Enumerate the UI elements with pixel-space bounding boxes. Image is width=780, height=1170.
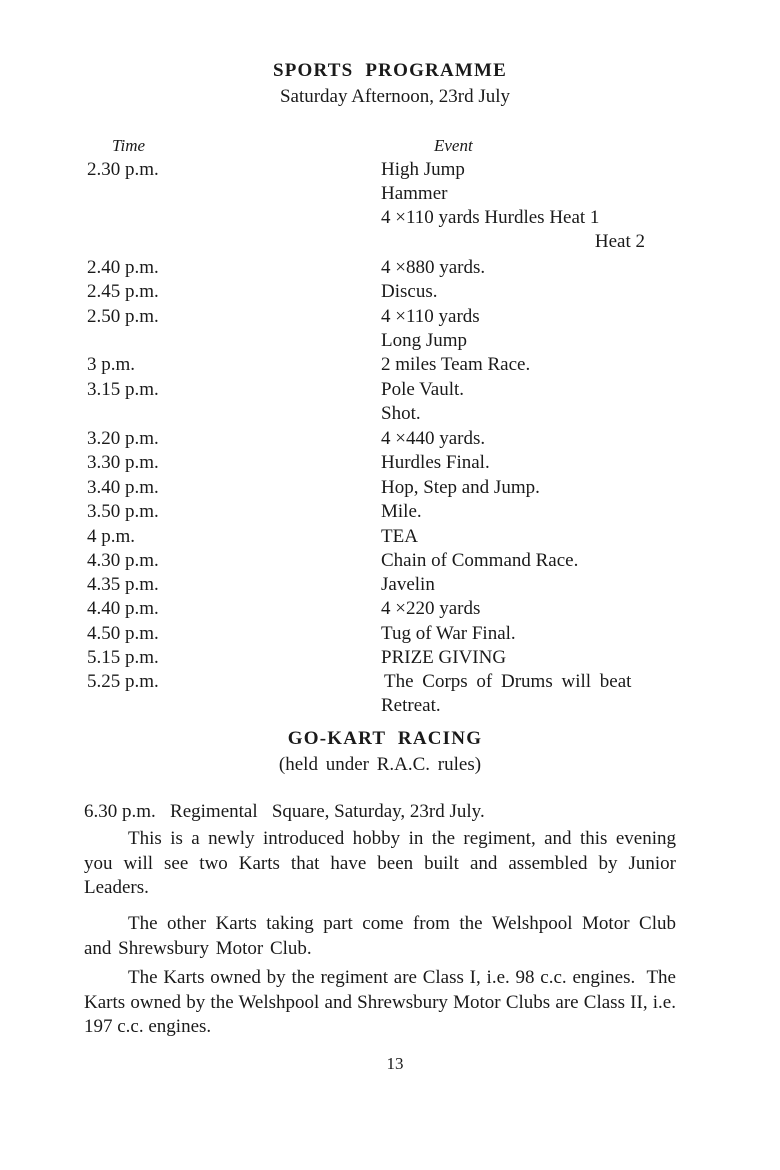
schedule-time: 4.35 p.m.	[87, 574, 159, 595]
schedule-time: 3.30 p.m.	[87, 452, 159, 473]
schedule-time: 2.50 p.m.	[87, 306, 159, 327]
schedule-time: 5.15 p.m.	[87, 647, 159, 668]
paragraph-3-text: The Karts owned by the regiment are Class I, i.e. 98 c.c. engines. The Karts owned by the Welshpool and Shrewsbury Motor Clubs are Class II, i.e. 197 c.c. engines.	[84, 967, 681, 1037]
schedule-time: 4.30 p.m.	[87, 550, 159, 571]
gokart-paragraph-3	[84, 966, 681, 1040]
schedule-event: 4 ×110 yards	[381, 306, 480, 327]
schedule-time: 3 p.m.	[87, 354, 136, 375]
gokart-subtitle: (held under R.A.C. rules)	[278, 754, 482, 775]
schedule-event: Retreat.	[381, 695, 441, 716]
schedule-event: Hammer	[381, 183, 448, 204]
schedule-event: Tug of War Final.	[381, 623, 516, 644]
schedule-event: The Corps of Drums will beat	[384, 671, 632, 692]
schedule-time: 3.20 p.m.	[87, 428, 159, 449]
page-number: 13	[386, 1054, 404, 1073]
schedule-time: 3.15 p.m.	[87, 379, 159, 400]
schedule-time: 3.40 p.m.	[87, 477, 159, 498]
gokart-time-location: 6.30 p.m. Regimental Square, Saturday, 23rd July.	[84, 801, 485, 822]
gokart-paragraph-1	[84, 827, 676, 901]
gokart-title: GO-KART RACING	[287, 728, 483, 749]
schedule-event: Hurdles Final.	[381, 452, 490, 473]
schedule-event: Pole Vault.	[381, 379, 465, 400]
time-column-header: Time	[112, 136, 146, 155]
paragraph-2-text: The other Karts taking part come from the Welshpool Motor Club and Shrewsbury Motor Club.	[84, 913, 676, 959]
schedule-event: Discus.	[381, 281, 438, 302]
schedule-event: PRIZE GIVING	[381, 647, 507, 668]
schedule-event: Heat 2	[594, 231, 645, 252]
schedule-event: Long Jump	[381, 330, 468, 351]
schedule-event: TEA	[381, 526, 418, 547]
schedule-event: Shot.	[381, 403, 421, 424]
schedule-time: 4.50 p.m.	[87, 623, 159, 644]
schedule-time: 2.30 p.m.	[87, 159, 159, 180]
schedule-event: 4 ×880 yards.	[381, 257, 486, 278]
paragraph-1-text: This is a newly introduced hobby in the regiment, and this evening you will see two Karts that have been built and assembled by Junior Leaders.	[84, 828, 676, 898]
schedule-time: 4 p.m.	[87, 526, 136, 547]
sports-subtitle: Saturday Afternoon, 23rd July	[279, 86, 511, 107]
schedule-time: 2.45 p.m.	[87, 281, 159, 302]
schedule-time: 4.40 p.m.	[87, 598, 159, 619]
schedule-event: 4 ×220 yards	[381, 598, 481, 619]
schedule-event: 4 ×440 yards.	[381, 428, 486, 449]
gokart-paragraph-2	[84, 912, 676, 961]
schedule-event: Mile.	[381, 501, 422, 522]
schedule-event: 4 ×110 yards Hurdles Heat 1	[381, 207, 600, 228]
schedule-time: 2.40 p.m.	[87, 257, 159, 278]
sports-title: SPORTS PROGRAMME	[272, 60, 508, 81]
schedule-time: 5.25 p.m.	[87, 671, 159, 692]
schedule-event: Javelin	[381, 574, 435, 595]
schedule-event: Hop, Step and Jump.	[381, 477, 540, 498]
schedule-event: High Jump	[381, 159, 465, 180]
schedule-event: Chain of Command Race.	[381, 550, 579, 571]
event-column-header: Event	[434, 136, 473, 155]
schedule-time: 3.50 p.m.	[87, 501, 159, 522]
schedule-event: 2 miles Team Race.	[381, 354, 531, 375]
